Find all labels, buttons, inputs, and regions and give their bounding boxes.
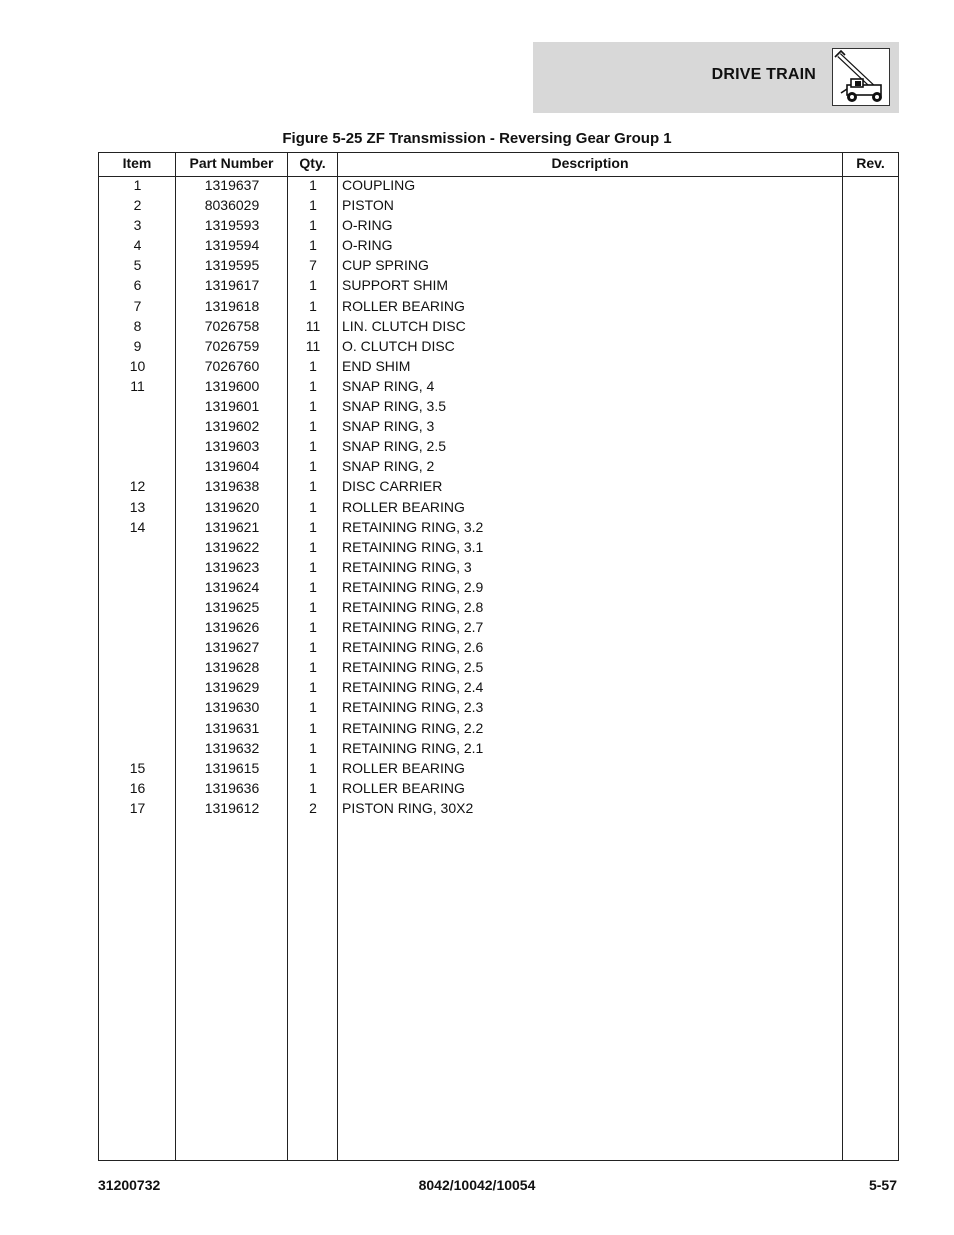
- table-row: [99, 235, 898, 255]
- row-item: 8: [133, 317, 142, 334]
- table-row: [99, 778, 898, 798]
- table-row: [99, 597, 898, 617]
- row-part-number: 1319601: [204, 398, 260, 415]
- table-row: [99, 275, 898, 295]
- row-qty: 1: [309, 237, 317, 254]
- section-header-tab: [533, 42, 899, 113]
- row-item: 7: [133, 297, 142, 314]
- row-part-number: 1319631: [204, 719, 260, 736]
- row-description: RETAINING RING, 3.1: [342, 538, 484, 555]
- table-row: [99, 416, 898, 436]
- row-qty: 1: [309, 277, 317, 294]
- table-row: [99, 497, 898, 517]
- row-item: 9: [133, 337, 142, 354]
- row-description: RETAINING RING, 2.1: [342, 739, 484, 756]
- row-description: RETAINING RING, 3.2: [342, 518, 484, 535]
- row-description: O. CLUTCH DISC: [342, 337, 455, 354]
- row-part-number: 8036029: [204, 197, 260, 214]
- row-description: O-RING: [342, 237, 393, 254]
- row-item: 17: [129, 799, 146, 816]
- row-item: 11: [130, 377, 145, 394]
- row-part-number: 1319636: [204, 779, 260, 796]
- row-item: 12: [129, 478, 146, 495]
- header-part-number: Part Number: [189, 155, 274, 171]
- table-row: [99, 175, 898, 195]
- row-qty: 1: [309, 177, 317, 193]
- table-row: [99, 677, 898, 697]
- row-item: 2: [133, 197, 142, 214]
- row-part-number: 1319604: [204, 458, 260, 475]
- row-description: CUP SPRING: [342, 257, 429, 274]
- header-item: Item: [122, 155, 152, 171]
- row-part-number: 1319637: [204, 177, 260, 193]
- row-part-number: 1319620: [204, 498, 260, 515]
- row-description: SUPPORT SHIM: [342, 277, 449, 294]
- row-item: 16: [129, 779, 146, 796]
- table-row: [99, 637, 898, 657]
- row-description: SNAP RING, 3.5: [342, 398, 447, 415]
- row-qty: 1: [309, 739, 317, 756]
- row-description: SNAP RING, 2.5: [342, 438, 447, 455]
- row-qty: 1: [309, 759, 317, 776]
- row-qty: 1: [309, 518, 317, 535]
- row-qty: 1: [309, 619, 317, 636]
- row-qty: 1: [309, 639, 317, 656]
- section-title: DRIVE TRAIN: [711, 66, 816, 83]
- row-qty: 1: [309, 779, 317, 796]
- row-description: RETAINING RING, 2.2: [342, 719, 484, 736]
- row-part-number: 1319638: [204, 478, 260, 495]
- row-description: RETAINING RING, 2.5: [342, 659, 484, 676]
- row-description: DISC CARRIER: [342, 478, 443, 495]
- row-item: 10: [129, 357, 146, 374]
- row-part-number: 1319617: [204, 277, 260, 294]
- row-part-number: 1319602: [204, 418, 260, 435]
- row-description: RETAINING RING, 2.9: [342, 578, 484, 595]
- row-qty: 1: [309, 659, 317, 676]
- model-numbers: 8042/10042/10054: [418, 1177, 536, 1193]
- row-part-number: 1319618: [204, 297, 260, 314]
- row-part-number: 1319632: [204, 739, 260, 756]
- row-item: 14: [129, 518, 146, 535]
- row-qty: 11: [305, 337, 321, 354]
- row-description: ROLLER BEARING: [342, 498, 465, 515]
- row-qty: 1: [309, 719, 317, 736]
- table-row: [99, 456, 898, 476]
- row-part-number: 1319600: [204, 377, 260, 394]
- table-row: [99, 657, 898, 677]
- row-qty: 1: [309, 418, 317, 435]
- figure-title: Figure 5-25 ZF Transmission - Reversing Gear Group 1: [282, 130, 672, 147]
- row-description: SNAP RING, 2: [342, 458, 435, 475]
- row-qty: 1: [309, 699, 317, 716]
- table-row: [99, 396, 898, 416]
- row-description: ROLLER BEARING: [342, 779, 465, 796]
- row-part-number: 7026760: [204, 357, 260, 374]
- table-row: [99, 356, 898, 376]
- row-part-number: 1319629: [204, 679, 260, 696]
- table-row: [99, 436, 898, 456]
- row-part-number: 1319612: [204, 799, 260, 816]
- header-qty: Qty.: [299, 155, 326, 171]
- table-row: [99, 517, 898, 537]
- table-row: [99, 476, 898, 496]
- telehandler-lift-icon: [832, 48, 890, 106]
- row-qty: 1: [309, 598, 317, 615]
- row-qty: 1: [309, 438, 317, 455]
- header-rev: Rev.: [856, 155, 885, 171]
- row-part-number: 1319628: [204, 659, 260, 676]
- row-qty: 1: [309, 217, 317, 234]
- row-description: SNAP RING, 3: [342, 418, 435, 435]
- row-item: 15: [129, 759, 146, 776]
- table-row: [99, 758, 898, 778]
- table-row: [99, 296, 898, 316]
- row-description: PISTON: [342, 197, 394, 214]
- row-qty: 1: [309, 197, 317, 214]
- row-part-number: 1319626: [204, 619, 260, 636]
- parts-table: [98, 152, 899, 1161]
- row-description: RETAINING RING, 2.3: [342, 699, 484, 716]
- row-qty: 11: [305, 317, 321, 334]
- row-qty: 1: [309, 478, 317, 495]
- row-part-number: 1319623: [204, 558, 260, 575]
- row-qty: 2: [309, 799, 317, 816]
- row-qty: 1: [309, 398, 317, 415]
- row-part-number: 1319624: [204, 578, 260, 595]
- row-qty: 7: [309, 257, 317, 274]
- row-part-number: 1319622: [204, 538, 260, 555]
- table-row: [99, 718, 898, 738]
- table-row: [99, 336, 898, 356]
- row-item: 1: [133, 177, 142, 193]
- row-description: O-RING: [342, 217, 393, 234]
- row-part-number: 1319615: [204, 759, 260, 776]
- table-row: [99, 697, 898, 717]
- row-description: RETAINING RING, 2.8: [342, 598, 484, 615]
- row-part-number: 1319627: [204, 639, 260, 656]
- row-part-number: 1319593: [204, 217, 260, 234]
- row-part-number: 1319621: [204, 518, 260, 535]
- row-description: RETAINING RING, 3: [342, 558, 472, 575]
- table-row: [99, 215, 898, 235]
- row-description: RETAINING RING, 2.7: [342, 619, 484, 636]
- row-part-number: 1319630: [204, 699, 260, 716]
- row-part-number: 1319625: [204, 598, 260, 615]
- row-qty: 1: [309, 679, 317, 696]
- row-qty: 1: [309, 357, 317, 374]
- row-qty: 1: [309, 377, 317, 394]
- row-qty: 1: [309, 538, 317, 555]
- table-row: [99, 376, 898, 396]
- row-qty: 1: [309, 558, 317, 575]
- row-description: ROLLER BEARING: [342, 297, 465, 314]
- table-row: [99, 798, 898, 818]
- row-description: RETAINING RING, 2.6: [342, 639, 484, 656]
- row-part-number: 1319594: [204, 237, 260, 254]
- row-qty: 1: [309, 578, 317, 595]
- row-qty: 1: [309, 458, 317, 475]
- row-item: 5: [133, 257, 142, 274]
- row-part-number: 1319595: [204, 257, 260, 274]
- row-qty: 1: [309, 498, 317, 515]
- table-row: [99, 617, 898, 637]
- table-row: [99, 316, 898, 336]
- row-description: PISTON RING, 30X2: [342, 799, 474, 816]
- row-part-number: 7026759: [204, 337, 260, 354]
- row-description: ROLLER BEARING: [342, 759, 465, 776]
- row-description: END SHIM: [342, 357, 411, 374]
- table-row: [99, 577, 898, 597]
- table-row: [99, 537, 898, 557]
- table-row: [99, 255, 898, 275]
- row-qty: 1: [309, 297, 317, 314]
- page-number: 5-57: [868, 1177, 897, 1193]
- row-item: 13: [129, 498, 146, 515]
- doc-number: 31200732: [98, 1177, 161, 1193]
- table-body: [99, 175, 898, 818]
- row-description: SNAP RING, 4: [342, 377, 435, 394]
- header-description: Description: [551, 155, 629, 171]
- table-row: [99, 557, 898, 577]
- row-item: 6: [133, 277, 142, 294]
- row-description: COUPLING: [342, 177, 416, 193]
- row-item: 3: [133, 217, 142, 234]
- row-part-number: 7026758: [204, 317, 260, 334]
- row-description: RETAINING RING, 2.4: [342, 679, 484, 696]
- table-row: [99, 738, 898, 758]
- row-description: LIN. CLUTCH DISC: [342, 317, 466, 334]
- row-item: 4: [133, 237, 142, 254]
- table-row: [99, 195, 898, 215]
- row-part-number: 1319603: [204, 438, 260, 455]
- table-header: [99, 153, 898, 177]
